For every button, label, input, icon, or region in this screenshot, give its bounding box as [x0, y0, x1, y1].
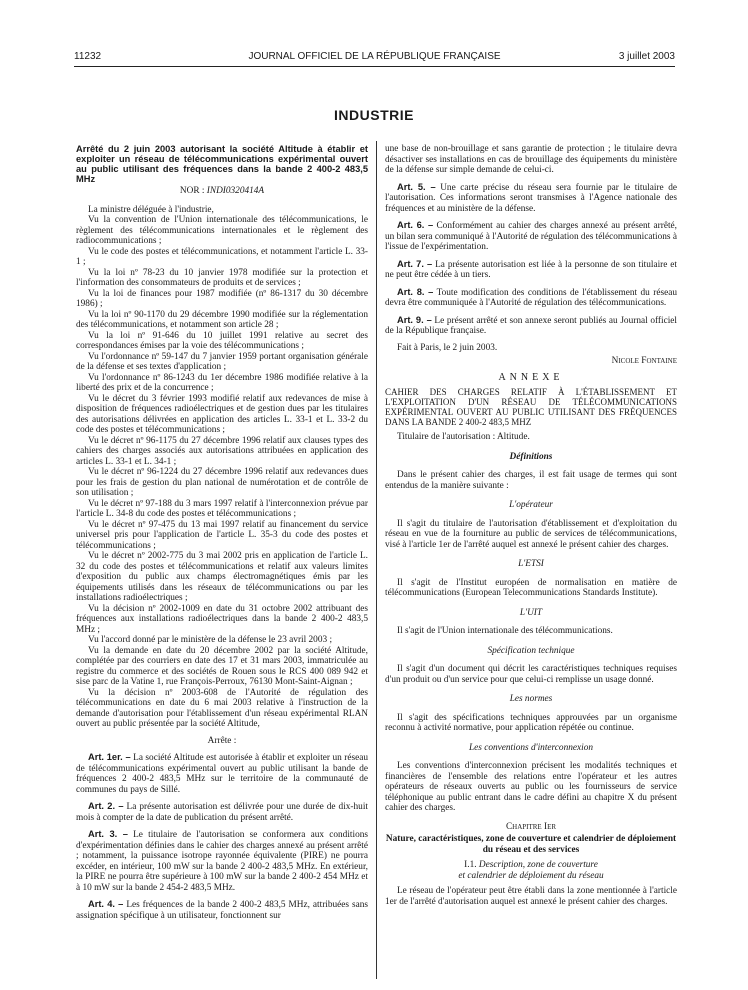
vu-item: Vu le décret nº 97-188 du 3 mars 1997 relatif à l'interconnexion prévue par l'article L. 34-8 du code des postes et télécommunications ; [76, 498, 368, 519]
definition-text: Il s'agit du titulaire de l'autorisation d'établissement et d'exploitation du réseau en vue de la fourniture au public de services de télécommunications, visé à l'article 1er de l'arrêté auquel est annexé le présent cahier des charges. [385, 518, 677, 550]
right-column [385, 144, 677, 974]
journal-title: JOURNAL OFFICIEL DE LA RÉPUBLIQUE FRANÇAISE [248, 51, 501, 62]
article-text: Une carte précise du réseau sera fournie par le titulaire de l'autorisation. Ces informations seront transmises à l'Agence nationale des fréquences et au ministère de la défense. [385, 182, 677, 214]
subsection-title-cont: et calendrier de déploiement du réseau [458, 870, 604, 881]
article-label: Art. 3. – [88, 829, 128, 839]
article-label: Art. 6. – [397, 220, 434, 230]
vu-item: Vu le décret nº 96-1224 du 27 décembre 1996 relatif aux redevances dues pour les frais de gestion du plan national de numérotation et de contrôle de son utilisation ; [76, 467, 368, 498]
article-label: Art. 1er. – [88, 752, 131, 762]
article-text: Les fréquences de la bande 2 400-2 483,5 MHz, attribuées sans assignation spécifique à un utilisateur, fonctionnent sur [76, 900, 368, 921]
vu-item: Vu la convention de l'Union internationale des télécommunications, le règlement des télécommunications internationales et le règlement des radiocommunications ; [76, 215, 368, 246]
section-heading: INDUSTRIE [334, 107, 414, 123]
article [76, 752, 368, 795]
definition-text: Il s'agit des spécifications techniques approuvées par un organisme reconnu à activité normative, pour application répétée ou continue. [385, 712, 677, 733]
definition-term: Les normes [509, 694, 553, 704]
decree-title: Arrêté du 2 juin 2003 autorisant la société Altitude à établir et exploiter un réseau de télécommunications expérimental ouvert au public utilisant des fréquences dans la bande 2 400-2 483,5 MHz [76, 144, 368, 184]
article-label: Art. 2. – [88, 801, 124, 811]
article-text: La présente autorisation est délivrée pour une durée de dix-huit mois à compter de la date de publication du présent arrêté. [76, 802, 368, 823]
article-text: Conformément au cahier des charges annexé au présent arrêté, un bilan sera communiqué à l'Autorité de régulation des télécommunications à l'issue de l'expérimentation. [385, 221, 677, 252]
article-label: Art. 7. – [397, 258, 433, 269]
article-continuation: une base de non-brouillage et sans garantie de protection ; le titulaire devra désactiver ses installations en cas de brouillage des équipements du ministère de la défense sur simple demande de celui-ci. [385, 144, 677, 175]
page-number: 11232 [74, 51, 102, 62]
header-rule [74, 66, 675, 67]
definition-term: Spécification technique [487, 645, 575, 656]
final-paragraph: Le réseau de l'opérateur peut être établi dans la zone mentionnée à l'article 1er de l'arrêté d'autorisation auquel est annexé le présent cahier des charges. [385, 886, 677, 907]
vu-item: Vu l'accord donné par le ministère de la défense le 23 avril 2003 ; [88, 635, 333, 645]
chapter-title: Nature, caractéristiques, zone de couverture et calendrier de déploiement du réseau et des services [385, 834, 677, 855]
vu-item: Vu le décret nº 96-1175 du 27 décembre 1996 relatif aux clauses types des cahiers des charges associés aux autorisations attribuées en application des articles L. 33-1 et L. 34-1 ; [76, 435, 368, 467]
vu-item: Vu le décret du 3 février 1993 modifié relatif aux redevances de mise à disposition de fréquences radioélectriques et de gestion dues par les titulaires des autorisations délivrées en application des articles L. 33-1 et L. 33-2 du code des postes et télécommunications ; [76, 393, 368, 435]
definition-term: L'UIT [519, 607, 543, 618]
arrete-heading: Arrête : [207, 735, 237, 746]
article [385, 182, 677, 215]
cahier-title: CAHIER DES CHARGES RELATIF À L'ÉTABLISSEMENT ET L'EXPLOITATION D'UN RÉSEAU DE TÉLÉCOMMUNICATIONS EXPÉRIMENTAL OUVERT AU PUBLIC UTILISANT DES FRÉQUENCES DANS LA BANDE 2 400-2 483,5 MHZ [385, 387, 677, 427]
signature: Nicole Fontaine [611, 356, 677, 366]
article [385, 287, 677, 309]
chapter-heading: Chapitre Ier [505, 821, 557, 832]
article-text: Toute modification des conditions de l'établissement du réseau devra être communiquée à l'Autorité de régulation des télécommunications. [385, 287, 677, 308]
running-header [74, 51, 675, 63]
article-text: La société Altitude est autorisée à établir et exploiter un réseau de télécommunications expérimental ouvert au public utilisant la bande de fréquences 2 400-2 483,5 MHz sur le territoire de la communauté de communes du pays de Sillé. [76, 753, 368, 795]
definition-term: L'opérateur [509, 500, 553, 510]
vu-item: Vu l'ordonnance nº 59-147 du 7 janvier 1959 portant organisation générale de la défense et ses textes d'application ; [76, 351, 368, 372]
place-date: Fait à Paris, le 2 juin 2003. [397, 342, 498, 353]
definition-term: Les conventions d'interconnexion [468, 742, 594, 753]
article [385, 220, 677, 253]
article [385, 315, 677, 337]
nor-code: INDI0320414A [206, 186, 265, 196]
annexe-heading: ANNEXE [498, 371, 564, 383]
subsection-number: I.1. [464, 860, 477, 870]
vu-item: Vu l'ordonnance nº 86-1243 du 1er décembre 1986 modifiée relative à la liberté des prix et de la concurrence ; [76, 372, 368, 393]
titulaire-line: Titulaire de l'autorisation : Altitude. [397, 432, 530, 442]
issue-date: 3 juillet 2003 [618, 51, 675, 62]
nor-label: NOR : [179, 186, 205, 196]
vu-item: Vu la décision nº 2003-608 de l'Autorité de régulation des télécommunications en date du 6 mai 2003 relative à l'instruction de la demande d'autorisation pour l'établissement d'un réseau expérimental RLAN ouvert au public présentée par la société Altitude, [76, 687, 368, 729]
nor-reference [76, 186, 368, 197]
article [76, 899, 368, 921]
article-text: Le titulaire de l'autorisation se conformera aux conditions d'expérimentation définies dans le cahier des charges annexé au présent arrêté ; notamment, la puissance isotrope rayonnée équivalente (PIRE) ne pourra excéder, en intérieur, 100 mW sur la bande 2 400-2 483,5 MHz. En extérieur, la PIRE ne pourra être supérieure à 100 mW sur la bande 2 400-2 454 MHz et à 10 mW sur la bande 2 454-2 483,5 MHz. [76, 830, 368, 893]
vu-item: Vu le décret nº 97-475 du 13 mai 1997 relatif au financement du service universel pris pour l'application de l'article L. 35-3 du code des postes et télécommunications ; [76, 519, 368, 551]
minister-line: La ministre déléguée à l'industrie, [88, 204, 214, 215]
definition-text: Il s'agit d'un document qui décrit les caractéristiques techniques requises d'un produit ou d'un service pour que celui-ci remplisse un usage donné. [385, 664, 677, 685]
article-label: Art. 8. – [397, 286, 434, 297]
article-text: La présente autorisation est liée à la personne de son titulaire et ne peut être cédée à un tiers. [385, 259, 677, 280]
subsection-title: Description, zone de couverture [478, 860, 598, 870]
vu-item: Vu la loi nº 91-646 du 10 juillet 1991 relative au secret des correspondances émises par la voie des télécommunications ; [76, 330, 368, 351]
article-text: Le présent arrêté et son annexe seront publiés au Journal officiel de la République française. [385, 315, 677, 336]
column-divider [376, 141, 377, 979]
vu-item: Vu la loi nº 90-1170 du 29 décembre 1990 modifiée sur la réglementation des télécommunications, et notamment son article 28 ; [76, 309, 368, 330]
definitions-intro: Dans le présent cahier des charges, il est fait usage de termes qui sont entendus de la manière suivante : [385, 470, 677, 491]
article [385, 259, 677, 281]
definition-text: Il s'agit de l'Institut européen de normalisation en matière de télécommunications (European Telecommunications Standards Institute). [385, 577, 677, 598]
subsection-heading [385, 860, 677, 881]
article-label: Art. 4. – [88, 899, 124, 909]
definition-term: L'ETSI [518, 559, 544, 569]
vu-item: Vu la décision nº 2002-1009 en date du 31 octobre 2002 attribuant des fréquences aux installations radioélectriques dans la bande 2 400-2 483,5 MHz ; [76, 603, 368, 635]
definitions-heading: Définitions [509, 451, 553, 462]
vu-item: Vu la loi de finances pour 1987 modifiée (nº 86-1317 du 30 décembre 1986) ; [76, 288, 368, 309]
vu-item: Vu le décret nº 2002-775 du 3 mai 2002 pris en application de l'article L. 32 du code des postes et télécommunications et relatif aux valeurs limites d'exposition du public aux champs électromagnétiques émis par les équipements utilisés dans les réseaux de télécommunications ou par les installations radioélectriques ; [76, 551, 368, 603]
definition-text: Les conventions d'interconnexion précisent les modalités techniques et financières de l'ensemble des relations entre l'opérateur et les autres opérateurs de réseaux ouverts au public ou les fournisseurs de service téléphonique au public entrant dans le cadre défini au chapitre X du présent cahier des charges. [385, 761, 677, 813]
definition-text: Il s'agit de l'Union internationale des télécommunications. [397, 626, 613, 636]
vu-item: Vu la demande en date du 20 décembre 2002 par la société Altitude, complétée par des courriers en date des 17 et 31 mars 2003, immatriculée au registre du commerce et des sociétés de Rouen sous le RCS 400 089 942 et sise parc de la Vatine 1, rue François-Perroux, 76130 Mont-Saint-Aignan ; [76, 645, 368, 687]
article [76, 829, 368, 893]
article [76, 801, 368, 823]
left-column [76, 144, 368, 974]
article-label: Art. 5. – [397, 181, 436, 192]
article-label: Art. 9. – [397, 314, 432, 325]
vu-item: Vu la loi nº 78-23 du 10 janvier 1978 modifiée sur la protection et l'information des consommateurs de produits et de services ; [76, 267, 368, 288]
vu-item: Vu le code des postes et télécommunications, et notamment l'article L. 33-1 ; [76, 246, 368, 267]
